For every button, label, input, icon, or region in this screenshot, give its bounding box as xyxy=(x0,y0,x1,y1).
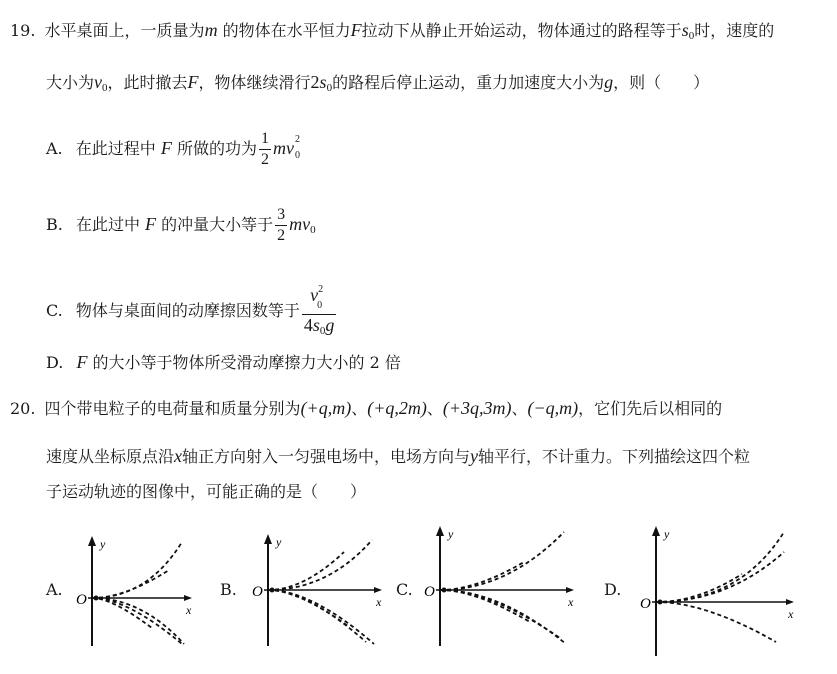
x-axis-arrow xyxy=(374,587,382,593)
x-axis-arrow xyxy=(184,595,192,601)
var-x: x xyxy=(174,446,183,466)
x-axis-label: x xyxy=(568,595,574,609)
y-axis-label: y xyxy=(448,527,454,541)
var-s0: $s_0$ xyxy=(319,72,333,94)
var-F: F xyxy=(187,72,199,92)
trajectory-down-3 xyxy=(440,590,566,644)
q19-option-a[interactable] xyxy=(46,128,300,170)
option-text: 在此过中 xyxy=(75,215,140,234)
var-s0: $s_0$ xyxy=(681,20,695,42)
trajectory-down-2 xyxy=(92,598,182,644)
var-y: y xyxy=(470,446,479,466)
particle-2: (+q,2m) xyxy=(367,398,427,418)
q20-number: 20. xyxy=(10,399,36,418)
q19-option-c[interactable] xyxy=(46,282,338,341)
expr-mv0: $mv_0$ xyxy=(289,214,316,236)
x-axis-arrow xyxy=(566,587,574,593)
y-axis-label: y xyxy=(276,535,282,549)
y-axis-arrow xyxy=(652,526,660,536)
trajectory-down-2 xyxy=(268,590,366,642)
particle-1: (+q,m) xyxy=(300,398,352,418)
var-F: F xyxy=(160,138,172,158)
origin-label: O xyxy=(640,596,651,612)
option-label: A. xyxy=(46,139,63,158)
graph-c[interactable] xyxy=(424,520,584,650)
q20-text: 轴平行，不计重力。下列描绘这四个粒 xyxy=(478,447,751,466)
option-text: 的冲量大小等于 xyxy=(161,215,274,234)
q19-text: 拉动下从静止开始运动，物体通过的路程等于 xyxy=(361,21,682,40)
q19-text: 时，速度的 xyxy=(694,21,775,40)
q19-text: ，此时撤去 xyxy=(107,73,188,92)
q19-text: 的物体在水平恒力 xyxy=(222,21,351,40)
var-F: F xyxy=(145,214,157,234)
separator: 、 xyxy=(426,399,443,418)
origin-dot xyxy=(94,596,99,601)
q20-text: ，它们先后以相同的 xyxy=(578,399,723,418)
option-label: D. xyxy=(46,353,64,372)
trajectory-up-1 xyxy=(440,562,524,590)
graph-a[interactable] xyxy=(74,528,202,650)
origin-label: O xyxy=(424,584,435,600)
coef-2: 2 xyxy=(310,72,320,92)
trajectory-down-2 xyxy=(440,590,560,638)
origin-label: O xyxy=(76,592,87,608)
var-v0: $v_0$ xyxy=(94,72,108,94)
trajectory-up-2 xyxy=(92,542,182,598)
q19-text: 的路程后停止运动，重力加速度大小为 xyxy=(332,73,605,92)
fraction: $\frac{1}{2}$ xyxy=(260,130,269,168)
q20-text: 速度从坐标原点沿 xyxy=(46,447,175,466)
trajectory-up-2 xyxy=(268,540,372,590)
q20-line1 xyxy=(10,398,722,419)
q19-text: ，物体继续滑行 xyxy=(198,73,311,92)
fraction: $\frac{v^2_0}{4s_0g}$ xyxy=(302,282,337,341)
q19-text: 水平桌面上，一质量为 xyxy=(44,21,205,40)
var-F: F xyxy=(76,352,88,372)
origin-dot xyxy=(442,588,447,593)
var-F: F xyxy=(350,20,362,40)
q20-text: 轴正方向射入一匀强电场中，电场方向与 xyxy=(182,447,471,466)
q20-line2 xyxy=(46,446,750,467)
choice-label-d[interactable]: D. xyxy=(604,580,622,599)
q19-line2 xyxy=(46,72,709,98)
q20-text: 四个带电粒子的电荷量和质量分别为 xyxy=(44,399,301,418)
q20-line3 xyxy=(46,482,366,502)
trajectory-down-1 xyxy=(268,590,348,626)
graph-b[interactable] xyxy=(244,528,390,650)
option-text: 在此过程中 xyxy=(75,139,156,158)
var-m: m xyxy=(204,20,218,40)
option-text: 的大小等于物体所受滑动摩擦力大小的 2 倍 xyxy=(92,353,401,372)
choice-label-c[interactable]: C. xyxy=(396,580,413,599)
y-axis-arrow xyxy=(264,534,272,544)
trajectory-down-3 xyxy=(92,598,184,644)
q19-line1 xyxy=(10,20,774,46)
q20-text: 子运动轨迹的图像中，可能正确的是（ ） xyxy=(46,482,367,501)
y-axis-label: y xyxy=(664,527,670,541)
q19-option-b[interactable] xyxy=(46,204,316,250)
var-g: g xyxy=(604,72,614,92)
separator: 、 xyxy=(351,399,368,418)
particle-3: (+3q,3m) xyxy=(442,398,512,418)
trajectory-down-1 xyxy=(440,590,530,622)
y-axis-label: y xyxy=(100,537,106,551)
q19-text: ，则（ ） xyxy=(613,73,710,92)
choice-label-b[interactable]: B. xyxy=(220,580,237,599)
y-axis-arrow xyxy=(436,526,444,536)
q19-number: 19. xyxy=(10,21,36,40)
y-axis-arrow xyxy=(88,536,96,546)
expr-mv0-squared: mv 2 0 xyxy=(272,134,300,161)
particle-4: (−q,m) xyxy=(527,398,579,418)
option-text: 物体与桌面间的动摩擦因数等于 xyxy=(75,300,300,320)
q19-option-d[interactable] xyxy=(46,352,401,373)
trajectory-down-3 xyxy=(268,590,374,644)
origin-dot xyxy=(658,600,663,605)
trajectory-down-1 xyxy=(656,602,776,642)
choice-label-a[interactable]: A. xyxy=(46,580,63,599)
x-axis-label: x xyxy=(788,607,794,621)
x-axis-label: x xyxy=(186,603,192,617)
option-label: B. xyxy=(46,215,63,234)
fraction: $\frac{3}{2}$ xyxy=(277,206,286,244)
origin-label: O xyxy=(252,584,263,600)
trajectory-up-2 xyxy=(656,552,784,602)
separator: 、 xyxy=(511,399,528,418)
option-text: 所做的功为 xyxy=(176,139,257,158)
q19-text: 大小为 xyxy=(46,73,95,92)
x-axis-label: x xyxy=(376,595,382,609)
trajectory-up-2 xyxy=(440,532,564,590)
option-label: C. xyxy=(46,300,63,320)
origin-dot xyxy=(270,588,275,593)
x-axis-arrow xyxy=(786,599,794,605)
graph-d[interactable] xyxy=(632,520,804,660)
trajectory-up-1 xyxy=(92,570,169,598)
